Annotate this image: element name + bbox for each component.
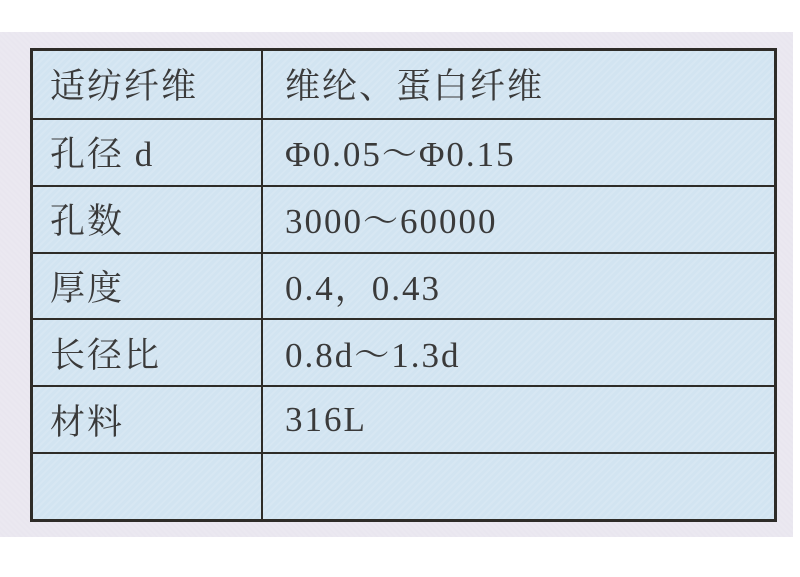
spec-table xyxy=(30,48,777,522)
row-value: 维纶、蛋白纤维 xyxy=(261,51,774,118)
row-label xyxy=(33,452,261,519)
row-label: 材料 xyxy=(33,385,261,452)
row-label: 孔径 d xyxy=(33,118,261,185)
row-label: 厚度 xyxy=(33,252,261,319)
row-label: 孔数 xyxy=(33,185,261,252)
row-value: Φ0.05～Φ0.15 xyxy=(261,118,774,185)
row-label: 长径比 xyxy=(33,318,261,385)
row-value: 0.4，0.43 xyxy=(261,252,774,319)
row-value: 0.8d～1.3d xyxy=(261,318,774,385)
row-value: 316L xyxy=(261,385,774,452)
row-label: 适纺纤维 xyxy=(33,51,261,118)
row-value xyxy=(261,452,774,519)
row-value: 3000～60000 xyxy=(261,185,774,252)
